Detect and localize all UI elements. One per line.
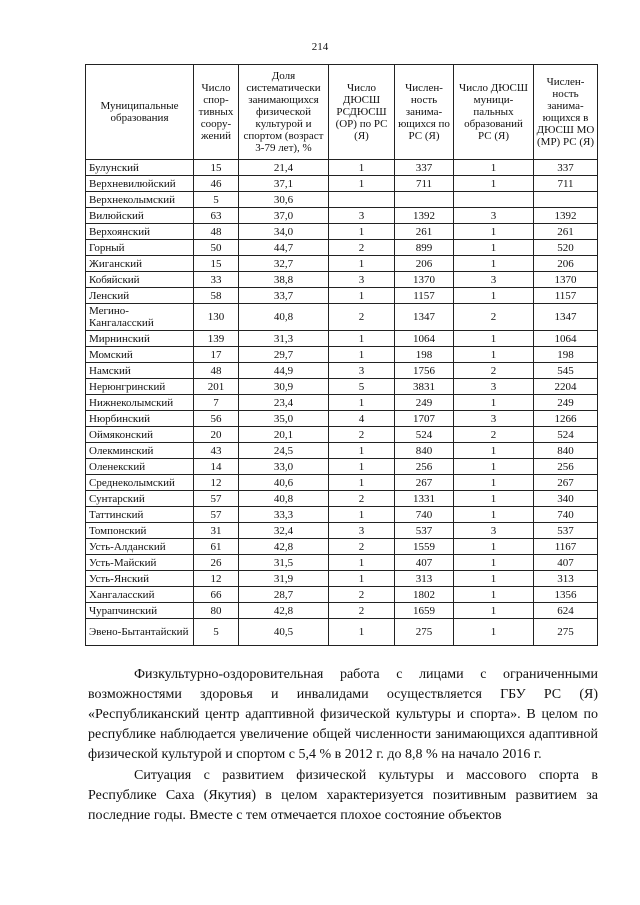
table-cell: 1167	[534, 539, 598, 555]
table-cell: 32,4	[239, 523, 329, 539]
paragraph-mass-sport: Ситуация с развитием физической культуры и массового спорта в Республике Саха (Якутия) в целом характеризуется позитивным развитием за последние годы. Вместе с тем отмечается плохое состояние объектов	[88, 768, 598, 823]
table-cell: 1	[454, 491, 534, 507]
table-cell: 1064	[534, 331, 598, 347]
table-cell: 249	[395, 395, 454, 411]
table-cell: 63	[194, 208, 239, 224]
table-row	[86, 619, 598, 646]
table-cell: 66	[194, 587, 239, 603]
table-cell: 1347	[395, 304, 454, 331]
table-cell	[534, 192, 598, 208]
municipality-name-cell: Эвено-Бытантайский	[86, 619, 194, 646]
table-cell: 37,1	[239, 176, 329, 192]
table-cell: 58	[194, 288, 239, 304]
sports-statistics-table	[85, 64, 598, 646]
table-row	[86, 459, 598, 475]
table-row	[86, 491, 598, 507]
table-cell: 1	[454, 176, 534, 192]
table-cell: 33,0	[239, 459, 329, 475]
table-cell: 33,3	[239, 507, 329, 523]
table-row	[86, 427, 598, 443]
table-cell: 44,9	[239, 363, 329, 379]
municipality-name-cell: Верхоянский	[86, 224, 194, 240]
table-cell: 57	[194, 491, 239, 507]
table-cell: 31,3	[239, 331, 329, 347]
table-cell: 537	[534, 523, 598, 539]
table-cell: 275	[534, 619, 598, 646]
table-cell: 1347	[534, 304, 598, 331]
table-cell: 1	[454, 475, 534, 491]
table-cell: 1	[454, 395, 534, 411]
table-cell: 1	[454, 224, 534, 240]
table-cell: 3	[329, 523, 395, 539]
municipality-name-cell: Кобяйский	[86, 272, 194, 288]
municipality-name-cell: Чурапчинский	[86, 603, 194, 619]
table-cell: 1	[454, 256, 534, 272]
table-row	[86, 331, 598, 347]
table-cell: 1	[329, 160, 395, 176]
municipality-name-cell: Нижнеколымский	[86, 395, 194, 411]
municipality-name-cell: Нюрбинский	[86, 411, 194, 427]
table-cell: 56	[194, 411, 239, 427]
table-cell: 261	[395, 224, 454, 240]
municipality-name-cell: Намский	[86, 363, 194, 379]
table-cell: 198	[395, 347, 454, 363]
table-cell: 201	[194, 379, 239, 395]
table-cell: 256	[534, 459, 598, 475]
table-row	[86, 192, 598, 208]
table-cell: 1802	[395, 587, 454, 603]
table-cell: 1707	[395, 411, 454, 427]
table-cell: 1	[454, 347, 534, 363]
table-cell: 44,7	[239, 240, 329, 256]
table-cell: 267	[534, 475, 598, 491]
table-row	[86, 539, 598, 555]
table-cell: 1	[329, 288, 395, 304]
column-header: Доля систематически занимающихся физической культурой и спортом (возраст 3-79 лет), %	[239, 65, 329, 160]
table-cell: 1	[454, 555, 534, 571]
table-row	[86, 224, 598, 240]
table-cell: 206	[395, 256, 454, 272]
table-cell: 1370	[534, 272, 598, 288]
table-cell: 840	[395, 443, 454, 459]
table-cell: 537	[395, 523, 454, 539]
table-row	[86, 507, 598, 523]
table-cell: 1	[454, 160, 534, 176]
table-cell: 3	[454, 411, 534, 427]
table-cell: 1	[329, 395, 395, 411]
table-cell: 4	[329, 411, 395, 427]
table-cell: 899	[395, 240, 454, 256]
table-cell	[395, 192, 454, 208]
table-cell: 1	[454, 240, 534, 256]
municipality-name-cell: Томпонский	[86, 523, 194, 539]
table-cell: 711	[534, 176, 598, 192]
table-cell: 40,8	[239, 491, 329, 507]
table-cell: 1	[329, 619, 395, 646]
table-cell: 520	[534, 240, 598, 256]
table-cell: 30,6	[239, 192, 329, 208]
page-number: 214	[311, 41, 329, 53]
table-cell: 31,9	[239, 571, 329, 587]
table-cell: 1392	[395, 208, 454, 224]
table-cell: 40,6	[239, 475, 329, 491]
table-cell: 23,4	[239, 395, 329, 411]
table-cell: 33,7	[239, 288, 329, 304]
table-cell: 524	[534, 427, 598, 443]
table-cell: 1	[454, 443, 534, 459]
municipality-name-cell: Жиганский	[86, 256, 194, 272]
table-cell: 1	[329, 555, 395, 571]
table-cell: 3831	[395, 379, 454, 395]
table-row	[86, 288, 598, 304]
municipality-name-cell: Усть-Майский	[86, 555, 194, 571]
paragraph-adaptive-sport: Физкультурно-оздоровительная работа с лицами с ограниченными возможностями здоровья и инвалидами осуществляется ГБУ РС (Я) «Республиканский центр адаптивной физической культуры и спорта». В целом по республике наблюдается увеличение общей численности занимающихся адаптивной физической культурой и спортом с 5,4 % в 2012 г. до 8,8 % на начало 2016 г.	[88, 667, 598, 762]
table-cell: 1331	[395, 491, 454, 507]
municipality-name-cell: Олекминский	[86, 443, 194, 459]
table-row	[86, 571, 598, 587]
table-cell: 1	[454, 288, 534, 304]
municipality-name-cell: Мегино-Кангаласский	[86, 304, 194, 331]
table-cell: 1064	[395, 331, 454, 347]
table-cell: 35,0	[239, 411, 329, 427]
table-row	[86, 240, 598, 256]
table-cell: 20	[194, 427, 239, 443]
table-row	[86, 603, 598, 619]
table-cell: 1	[454, 331, 534, 347]
table-cell: 3	[454, 379, 534, 395]
municipality-name-cell: Усть-Алданский	[86, 539, 194, 555]
table-cell: 40,5	[239, 619, 329, 646]
table-cell: 313	[534, 571, 598, 587]
table-row	[86, 475, 598, 491]
table-cell: 3	[329, 208, 395, 224]
table-cell: 2	[329, 304, 395, 331]
table-cell	[454, 192, 534, 208]
table-cell: 1	[329, 475, 395, 491]
table-cell: 5	[194, 192, 239, 208]
table-cell: 31	[194, 523, 239, 539]
table-cell: 31,5	[239, 555, 329, 571]
table-cell: 1	[454, 459, 534, 475]
table-cell: 61	[194, 539, 239, 555]
table-header-row	[86, 65, 598, 160]
table-cell: 29,7	[239, 347, 329, 363]
table-cell: 1370	[395, 272, 454, 288]
table-cell: 57	[194, 507, 239, 523]
column-header: Число ДЮСШ РСДЮСШ (ОР) по РС (Я)	[329, 65, 395, 160]
table-cell: 1659	[395, 603, 454, 619]
table-cell: 1	[454, 571, 534, 587]
table-row	[86, 272, 598, 288]
table-cell: 33	[194, 272, 239, 288]
table-cell: 740	[534, 507, 598, 523]
table-cell: 32,7	[239, 256, 329, 272]
table-cell: 3	[454, 208, 534, 224]
municipality-name-cell: Оймяконский	[86, 427, 194, 443]
table-cell: 26	[194, 555, 239, 571]
column-header: Муниципальные образования	[86, 65, 194, 160]
table-cell: 1	[329, 256, 395, 272]
table-cell: 2	[329, 603, 395, 619]
table-cell: 5	[329, 379, 395, 395]
table-cell: 1	[329, 224, 395, 240]
municipality-name-cell: Момский	[86, 347, 194, 363]
municipality-name-cell: Мирнинский	[86, 331, 194, 347]
table-cell: 139	[194, 331, 239, 347]
table-cell: 407	[534, 555, 598, 571]
table-cell: 3	[329, 272, 395, 288]
table-cell: 30,9	[239, 379, 329, 395]
table-cell: 2	[329, 539, 395, 555]
municipality-name-cell: Хангаласский	[86, 587, 194, 603]
table-cell: 313	[395, 571, 454, 587]
column-header: Число ДЮСШ муници-пальных образований РС (Я)	[454, 65, 534, 160]
table-cell: 80	[194, 603, 239, 619]
table-cell: 50	[194, 240, 239, 256]
table-cell: 1	[454, 587, 534, 603]
table-cell: 2	[329, 587, 395, 603]
table-cell: 1157	[395, 288, 454, 304]
table-body	[86, 160, 598, 646]
table-cell: 14	[194, 459, 239, 475]
municipality-name-cell: Ленский	[86, 288, 194, 304]
table-cell: 1559	[395, 539, 454, 555]
table-cell: 12	[194, 571, 239, 587]
table-cell: 545	[534, 363, 598, 379]
table-cell: 15	[194, 256, 239, 272]
table-cell: 21,4	[239, 160, 329, 176]
table-row	[86, 363, 598, 379]
table-cell: 12	[194, 475, 239, 491]
table-cell: 337	[534, 160, 598, 176]
table-cell: 261	[534, 224, 598, 240]
table-cell: 1756	[395, 363, 454, 379]
table-cell: 1266	[534, 411, 598, 427]
table-cell: 1356	[534, 587, 598, 603]
column-header: Числен-ность занима-ющихся в ДЮСШ МО (МР) РС (Я)	[534, 65, 598, 160]
table-cell: 1	[454, 603, 534, 619]
table-cell: 1	[454, 539, 534, 555]
column-header: Число спор-тивных соору-жений	[194, 65, 239, 160]
table-cell: 5	[194, 619, 239, 646]
municipality-name-cell: Верхнеколымский	[86, 192, 194, 208]
table-cell: 46	[194, 176, 239, 192]
municipality-name-cell: Среднеколымский	[86, 475, 194, 491]
table-cell: 249	[534, 395, 598, 411]
table-cell: 1	[329, 571, 395, 587]
table-row	[86, 256, 598, 272]
table-cell: 407	[395, 555, 454, 571]
table-cell: 42,8	[239, 603, 329, 619]
table-cell: 40,8	[239, 304, 329, 331]
table-cell: 42,8	[239, 539, 329, 555]
table-cell: 2	[329, 427, 395, 443]
table-row	[86, 587, 598, 603]
table-cell: 1	[329, 331, 395, 347]
table-row	[86, 395, 598, 411]
table-cell: 624	[534, 603, 598, 619]
table-cell: 1392	[534, 208, 598, 224]
table-cell: 267	[395, 475, 454, 491]
table-cell: 34,0	[239, 224, 329, 240]
municipality-name-cell: Сунтарский	[86, 491, 194, 507]
table-cell: 24,5	[239, 443, 329, 459]
table-cell: 38,8	[239, 272, 329, 288]
table-cell: 198	[534, 347, 598, 363]
municipality-name-cell: Верхневилюйский	[86, 176, 194, 192]
table-cell: 37,0	[239, 208, 329, 224]
table-cell: 1157	[534, 288, 598, 304]
table-cell: 2	[329, 491, 395, 507]
municipality-name-cell: Усть-Янский	[86, 571, 194, 587]
table-cell: 1	[454, 507, 534, 523]
table-cell: 7	[194, 395, 239, 411]
table-cell: 1	[329, 507, 395, 523]
table-cell: 1	[454, 619, 534, 646]
table-cell	[329, 192, 395, 208]
table-cell: 2	[454, 304, 534, 331]
table-row	[86, 523, 598, 539]
table-cell: 28,7	[239, 587, 329, 603]
municipality-name-cell: Булунский	[86, 160, 194, 176]
municipality-name-cell: Оленекский	[86, 459, 194, 475]
column-header: Числен-ность занима-ющихся по РС (Я)	[395, 65, 454, 160]
table-cell: 2	[329, 240, 395, 256]
table-cell: 15	[194, 160, 239, 176]
table-row	[86, 176, 598, 192]
municipality-name-cell: Вилюйский	[86, 208, 194, 224]
table-cell: 3	[329, 363, 395, 379]
table-cell: 1	[329, 459, 395, 475]
table-row	[86, 160, 598, 176]
table-cell: 524	[395, 427, 454, 443]
table-cell: 130	[194, 304, 239, 331]
table-cell: 17	[194, 347, 239, 363]
table-row	[86, 347, 598, 363]
table-cell: 740	[395, 507, 454, 523]
table-cell: 43	[194, 443, 239, 459]
table-cell: 3	[454, 523, 534, 539]
table-cell: 840	[534, 443, 598, 459]
table-cell: 711	[395, 176, 454, 192]
table-cell: 3	[454, 272, 534, 288]
table-cell: 1	[329, 347, 395, 363]
table-cell: 275	[395, 619, 454, 646]
municipality-name-cell: Таттинский	[86, 507, 194, 523]
table-row	[86, 411, 598, 427]
table-cell: 20,1	[239, 427, 329, 443]
table-cell: 340	[534, 491, 598, 507]
table-cell: 337	[395, 160, 454, 176]
table-cell: 256	[395, 459, 454, 475]
table-row	[86, 304, 598, 331]
table-cell: 48	[194, 224, 239, 240]
municipality-name-cell: Нерюнгринский	[86, 379, 194, 395]
table-cell: 48	[194, 363, 239, 379]
table-row	[86, 555, 598, 571]
table-cell: 2	[454, 427, 534, 443]
table-row	[86, 443, 598, 459]
table-row	[86, 379, 598, 395]
table-row	[86, 208, 598, 224]
table-cell: 2	[454, 363, 534, 379]
table-cell: 206	[534, 256, 598, 272]
table-cell: 1	[329, 176, 395, 192]
table-cell: 2204	[534, 379, 598, 395]
table-cell: 1	[329, 443, 395, 459]
municipality-name-cell: Горный	[86, 240, 194, 256]
